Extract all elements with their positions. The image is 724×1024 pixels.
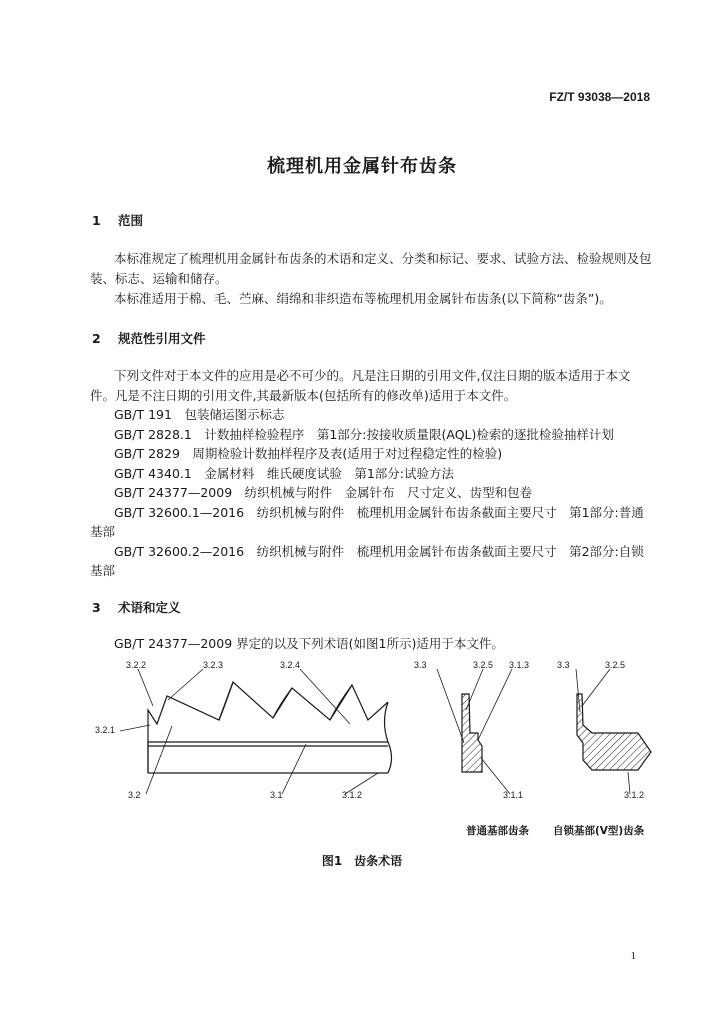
reference-item-7-line-2: 基部 xyxy=(90,563,116,578)
self-locking-base-cross-section xyxy=(576,669,651,794)
scope-paragraph-2: 本标准适用于棉、毛、苎麻、绢绵和非织造布等梳理机用金属针布齿条(以下简称“齿条”)。 xyxy=(114,291,612,306)
reference-item: GB/T 2829 周期检验计数抽样程序及表(适用于对过程稳定性的检验) xyxy=(114,446,503,461)
references-intro-line-1: 下列文件对于本文件的应用是必不可少的。凡是注日期的引用文件,仅注日期的版本适用于本文 xyxy=(114,368,631,383)
reference-item-6-line-1: GB/T 32600.1—2016 纺织机械与附件 梳理机用金属针布齿条截面主要尺寸 第1部分:普通 xyxy=(114,505,644,520)
figure-caption: 图1 齿条术语 xyxy=(321,854,403,868)
label-3-1: 3.1 xyxy=(270,790,283,800)
label-3-2-2: 3.2.2 xyxy=(126,660,147,670)
section-number: 2 xyxy=(92,331,101,346)
label-3-2: 3.2 xyxy=(128,790,141,800)
label-3-2-1: 3.2.1 xyxy=(95,725,116,735)
reference-item-6-line-2: 基部 xyxy=(90,524,116,539)
section-title: 规范性引用文件 xyxy=(118,331,206,346)
label-3-2-3: 3.2.3 xyxy=(203,660,224,670)
section-title: 术语和定义 xyxy=(118,600,181,615)
page-number: 1 xyxy=(630,950,636,962)
reference-item: GB/T 2828.1 计数抽样检验程序 第1部分:按接收质量限(AQL)检索的逐批检验抽样计划 xyxy=(114,427,614,442)
reference-item: GB/T 191 包装储运图示标志 xyxy=(114,407,285,422)
label-3-2-5-selflock: 3.2.5 xyxy=(605,660,626,670)
document-title: 梳理机用金属针布齿条 xyxy=(267,156,457,177)
subcaption-normal-base: 普通基部齿条 xyxy=(466,825,529,837)
label-3-3-normal: 3.3 xyxy=(414,660,427,670)
scope-paragraph-1-line-1: 本标准规定了梳理机用金属针布齿条的术语和定义、分类和标记、要求、试验方法、检验规则及包 xyxy=(114,251,652,266)
section-title: 范围 xyxy=(118,213,144,228)
label-3-2-4: 3.2.4 xyxy=(280,660,301,670)
label-3-1-1: 3.1.1 xyxy=(503,790,524,800)
references-intro-line-2: 件。凡是不注日期的引用文件,其最新版本(包括所有的修改单)适用于本文件。 xyxy=(90,388,517,403)
label-3-2-5-normal: 3.2.5 xyxy=(473,660,494,670)
standard-code: FZ/T 93038—2018 xyxy=(549,90,650,104)
section-number: 1 xyxy=(92,213,101,228)
reference-item: GB/T 24377—2009 纺织机械与附件 金属针布 尺寸定义、齿型和包卷 xyxy=(114,485,533,500)
label-3-3-selflock: 3.3 xyxy=(557,660,570,670)
subcaption-self-locking-base: 自锁基部(V型)齿条 xyxy=(553,825,645,837)
scope-paragraph-1-line-2: 装、标志、运输和储存。 xyxy=(90,271,228,286)
normal-base-cross-section xyxy=(437,669,512,794)
reference-item-7-line-1: GB/T 32600.2—2016 纺织机械与附件 梳理机用金属针布齿条截面主要尺寸 第2部分:自锁 xyxy=(114,544,644,559)
tooth-strip-side-view xyxy=(148,682,392,773)
terms-intro: GB/T 24377—2009 界定的以及下列术语(如图1所示)适用于本文件。 xyxy=(114,636,504,651)
label-3-1-3: 3.1.3 xyxy=(509,660,530,670)
leader-lines-left xyxy=(120,669,378,794)
reference-item: GB/T 4340.1 金属材料 维氏硬度试验 第1部分:试验方法 xyxy=(114,466,454,481)
label-3-1-2-selflock: 3.1.2 xyxy=(624,790,645,800)
label-3-1-2: 3.1.2 xyxy=(342,790,363,800)
section-number: 3 xyxy=(92,600,101,615)
